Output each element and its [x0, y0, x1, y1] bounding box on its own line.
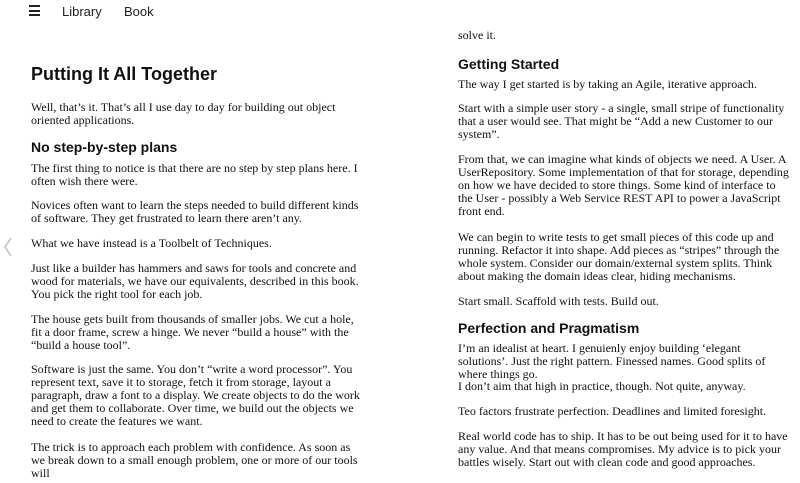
paragraph: Start small. Scaffold with tests. Build out.: [458, 294, 659, 308]
paragraph: The way I get started is by taking an Agile, iterative approach.: [458, 77, 757, 91]
paragraph: Real world code has to ship. It has to be out being used for it to have any value. And that means compromises. My advice is to pick your battles wisely. Start out with clean code and good approaches.: [458, 429, 788, 469]
paragraph: I don’t aim that high in practice, though. Not quite, anyway.: [458, 379, 746, 393]
paragraph: From that, we can imagine what kinds of objects we need. A User. A UserRepository. Some implementation of that for storage, depending on how we have decided to store things. Some kind of interface to the User - possibly a Web Service REST API to power a JavaScript front end.: [458, 152, 789, 218]
chapter-title: Putting It All Together: [31, 64, 217, 84]
left-page: [31, 0, 365, 483]
intro-paragraph: Well, that’s it. That’s all I use day to day for building out object oriented applications.: [31, 100, 336, 127]
paragraph: Start with a simple user story - a single, small stripe of functionality that a user would see. That might be “Add a new Customer to our system”.: [458, 101, 785, 141]
nav-library-link[interactable]: Library: [62, 4, 102, 19]
paragraph: Just like a builder has hammers and saws for tools and concrete and wood for materials, we have our equivalents, described in this book. You pick the right tool for each job.: [31, 261, 359, 301]
paragraph: Teo factors frustrate perfection. Deadlines and limited foresight.: [458, 404, 767, 418]
previous-page-button[interactable]: [3, 236, 13, 258]
paragraph: The house gets built from thousands of smaller jobs. We cut a hole, fit a door frame, screw a hinge. We never “build a house” with the “build a house tool”.: [31, 312, 354, 352]
section-heading-perfection-pragmatism: Perfection and Pragmatism: [458, 320, 640, 336]
paragraph: The first thing to notice is that there are no step by step plans here. I often wish there were.: [31, 161, 358, 188]
paragraph: We can begin to write tests to get small pieces of this code up and running. Refactor it into shape. Add pieces as “stripes” through the whole system. Consider our domain/external system splits. Think about making the domain ideas clear, hiding mechanisms.: [458, 230, 780, 283]
paragraph: I’m an idealist at heart. I genuienly enjoy building ‘elegant solutions’. Just the right pattern. Finessed names. Good splits of where things go.: [458, 341, 766, 381]
paragraph: Novices often want to learn the steps needed to build different kinds of software. They get frustrated to learn there aren’t any.: [31, 198, 359, 225]
paragraph: Software is just the same. You don’t “write a word processor”. You represent text, save it to storage, fetch it from storage, layout a paragraph, draw a font to a display. We create objects to do the work and get them to collaborate. Over time, we build out the objects we need to create the features we want.: [31, 362, 360, 428]
section-heading-getting-started: Getting Started: [458, 56, 560, 72]
paragraph: What we have instead is a Toolbelt of Techniques.: [31, 236, 272, 250]
paragraph: The trick is to approach each problem with confidence. As soon as we break down to a small enough problem, one or more of our tools will: [31, 440, 358, 480]
chevron-left-icon: [3, 236, 13, 258]
continuation-text: solve it.: [458, 28, 496, 42]
nav-book-link[interactable]: Book: [124, 4, 154, 19]
right-page: [458, 0, 792, 483]
section-heading-no-step-by-step: No step-by-step plans: [31, 139, 178, 155]
